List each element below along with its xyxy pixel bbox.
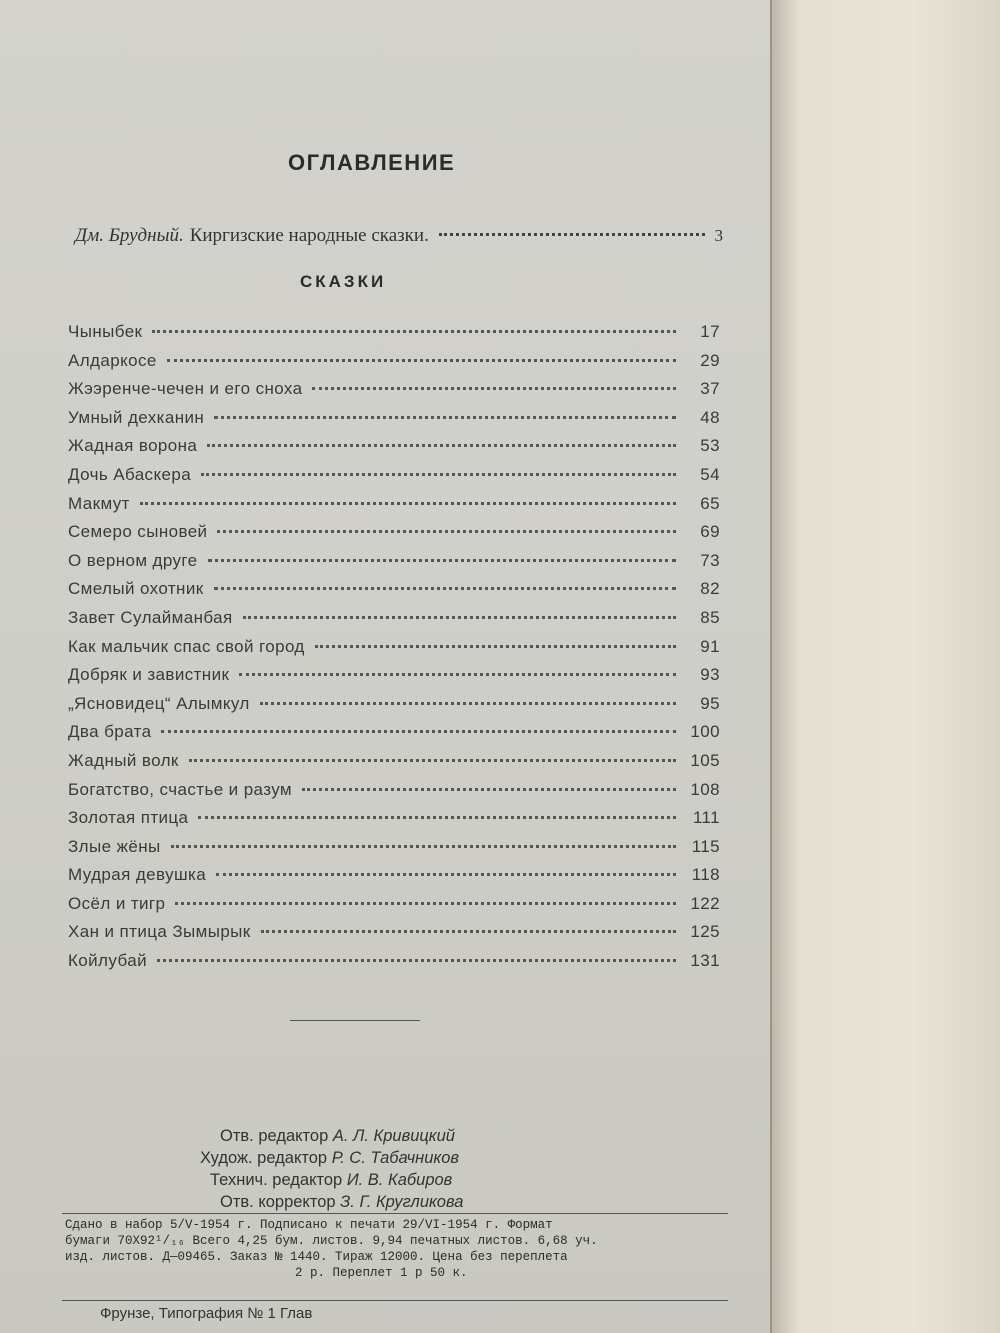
page-title: ОГЛАВЛЕНИЕ xyxy=(288,150,456,175)
toc-entry xyxy=(68,665,720,694)
dot-leader xyxy=(302,788,676,791)
dot-leader xyxy=(201,473,676,476)
toc-entry-page: 111 xyxy=(692,808,720,828)
toc-entry xyxy=(68,608,720,637)
editor-role: Худож. редактор xyxy=(200,1149,328,1167)
dot-leader xyxy=(214,587,676,590)
dot-leader xyxy=(261,930,676,933)
toc-entry-page: 37 xyxy=(700,379,720,399)
editor-line xyxy=(200,1191,620,1213)
imprint-line: изд. листов. Д—09465. Заказ № 1440. Тираж 12000. Цена без переплета xyxy=(65,1250,568,1264)
dot-leader xyxy=(214,416,676,419)
editor-role: Технич. редактор xyxy=(210,1171,343,1189)
dot-leader xyxy=(189,759,676,762)
toc-entry-title: Мудрая девушка xyxy=(68,865,207,885)
imprint-divider xyxy=(62,1213,728,1214)
dot-leader xyxy=(315,645,676,648)
dot-leader xyxy=(167,359,676,362)
editor-name: Р. С. Табачников xyxy=(331,1149,459,1167)
toc-entry-page: 48 xyxy=(700,407,720,427)
dot-leader xyxy=(207,444,676,447)
toc-entry xyxy=(68,522,720,551)
toc-entry-title: Дочь Абаскера xyxy=(68,464,192,484)
toc-entry-page: 131 xyxy=(690,951,720,971)
toc-entry xyxy=(68,579,720,608)
dot-leader xyxy=(175,902,676,905)
toc-entry xyxy=(68,351,720,380)
toc-entry-page: 29 xyxy=(700,350,720,370)
footer-divider xyxy=(62,1300,728,1301)
section-divider xyxy=(290,1020,420,1021)
toc-entry-page: 118 xyxy=(691,865,720,885)
editor-name: И. В. Кабиров xyxy=(346,1171,453,1189)
toc-entry-title: Койлубай xyxy=(68,951,147,971)
toc-entry xyxy=(68,436,720,465)
printer-footer: Фрунзе, Типография № 1 Глав xyxy=(100,1305,313,1322)
editor-line xyxy=(200,1169,620,1191)
toc-entry-title: Жадный волк xyxy=(68,750,179,770)
toc-entry xyxy=(68,408,720,437)
toc-entry-title: Жээренче-чечен и его сноха xyxy=(68,379,303,399)
toc-entry-title: Золотая птица xyxy=(68,808,189,828)
toc-entry-title: „Ясновидец“ Алымкул xyxy=(68,693,250,713)
toc-entry-page: 125 xyxy=(690,922,720,942)
toc-entry xyxy=(68,694,720,723)
dot-leader xyxy=(217,530,676,533)
dot-leader xyxy=(140,502,676,505)
toc-entry-title: Смелый охотник xyxy=(68,579,204,599)
toc-entry-page: 54 xyxy=(700,464,720,484)
dot-leader xyxy=(243,616,676,619)
dot-leader xyxy=(260,702,676,705)
toc-entry-title: Как мальчик спас свой город xyxy=(68,636,305,656)
dot-leader xyxy=(312,387,676,390)
toc-entry-title: Злые жёны xyxy=(68,836,161,856)
toc-entry-page: 91 xyxy=(700,636,720,656)
toc-entry-title: Алдаркосе xyxy=(68,350,157,370)
toc-entry-page: 95 xyxy=(700,693,720,713)
dot-leader xyxy=(239,673,676,676)
toc-entry xyxy=(68,922,720,951)
toc-entry-title: Богатство, счастье и разум xyxy=(68,779,293,799)
editor-line xyxy=(200,1125,620,1147)
toc-entry-page: 93 xyxy=(700,665,720,685)
toc-entry-page: 17 xyxy=(700,322,720,341)
toc-entry-title: Добряк и завистник xyxy=(68,665,230,685)
toc-entry-title: Умный дехканин xyxy=(68,407,205,427)
toc-entry-page: 65 xyxy=(700,493,720,513)
imprint-line: 2 р. Переплет 1 р 50 к. xyxy=(295,1266,468,1280)
toc-entry-page: 69 xyxy=(700,522,720,542)
editor-role: Отв. редактор xyxy=(220,1127,329,1145)
toc-entry-title: Жадная ворона xyxy=(68,436,198,456)
dot-leader xyxy=(171,845,676,848)
toc-intro-entry xyxy=(75,225,723,247)
toc-entry-title: Завет Сулайманбая xyxy=(68,607,233,627)
toc-entry xyxy=(68,894,720,923)
toc-entry-page: 100 xyxy=(690,722,720,742)
dot-leader xyxy=(198,816,676,819)
editor-line xyxy=(200,1147,620,1169)
toc-entry-title: Семеро сыновей xyxy=(68,522,208,542)
editor-name: А. Л. Кривицкий xyxy=(332,1127,455,1145)
toc-entry-page: 82 xyxy=(700,579,720,599)
toc-entry xyxy=(68,637,720,666)
toc-entry xyxy=(68,722,720,751)
intro-title: Киргизские народные сказки. xyxy=(189,225,429,246)
print-imprint xyxy=(65,1217,745,1281)
toc-entry xyxy=(68,494,720,523)
editor-name: З. Г. Кругликова xyxy=(340,1193,464,1211)
toc-entry-page: 115 xyxy=(691,836,720,856)
table-of-contents xyxy=(68,322,720,980)
imprint-line: бумаги 70Х92¹/₁₆ Всего 4,25 бум. листов. 9,94 печатных листов. 6,68 уч. xyxy=(65,1234,598,1248)
intro-author: Дм. Брудный. xyxy=(75,225,184,246)
imprint-line: Сдано в набор 5/V-1954 г. Подписано к печати 29/VI-1954 г. Формат xyxy=(65,1218,553,1232)
toc-entry-page: 105 xyxy=(690,750,720,770)
toc-entry-title: Макмут xyxy=(68,493,130,513)
adjacent-page-edge xyxy=(770,0,1000,1333)
toc-entry-title: Хан и птица Зымырык xyxy=(68,922,251,942)
toc-entry xyxy=(68,551,720,580)
dot-leader xyxy=(157,959,676,962)
intro-page-number: 3 xyxy=(714,226,723,245)
toc-entry-page: 85 xyxy=(700,607,720,627)
toc-entry-title: О верном друге xyxy=(68,550,198,570)
toc-entry-page: 53 xyxy=(700,436,720,456)
toc-entry-page: 73 xyxy=(700,550,720,570)
toc-entry-title: Осёл и тигр xyxy=(68,893,166,913)
editor-role: Отв. корректор xyxy=(220,1193,336,1211)
toc-entry xyxy=(68,465,720,494)
dot-leader xyxy=(439,233,705,236)
toc-entry xyxy=(68,865,720,894)
editors-credits xyxy=(200,1125,620,1213)
dot-leader xyxy=(208,559,676,562)
dot-leader xyxy=(216,873,676,876)
dot-leader xyxy=(152,330,676,333)
toc-entry-page: 122 xyxy=(690,893,720,913)
toc-entry xyxy=(68,808,720,837)
toc-entry xyxy=(68,780,720,809)
toc-entry xyxy=(68,379,720,408)
toc-entry xyxy=(68,837,720,866)
dot-leader xyxy=(161,730,676,733)
toc-entry xyxy=(68,322,720,351)
toc-entry xyxy=(68,951,720,980)
toc-entry-title: Два брата xyxy=(68,722,152,742)
toc-entry-title: Чыныбек xyxy=(68,322,143,341)
toc-entry xyxy=(68,751,720,780)
section-heading: СКАЗКИ xyxy=(300,272,387,291)
toc-entry-page: 108 xyxy=(690,779,720,799)
